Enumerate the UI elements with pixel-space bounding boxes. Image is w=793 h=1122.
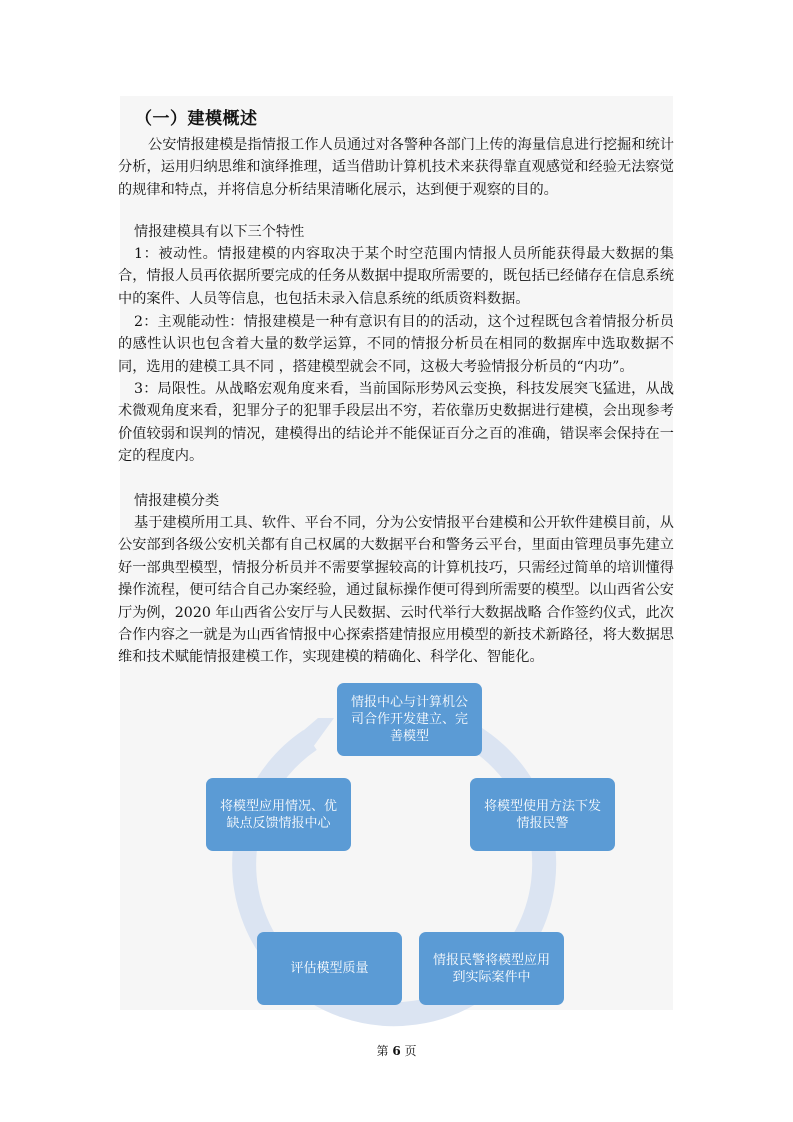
page-suffix: 页 <box>404 1044 417 1058</box>
page-number: 6 <box>392 1044 401 1058</box>
cycle-node-apply-to-cases: 情报民警将模型应用到实际案件中 <box>419 932 564 1005</box>
page-prefix: 第 <box>376 1044 389 1058</box>
classification-paragraph: 基于建模所用工具、软件、平台不同，分为公安情报平台建模和公开软件建模目前，从公安部到各级公安机关都有自己权属的大数据平台和警务云平台，里面由管理员事先建立好一部典型模型，情报分析员并不需要掌握较高的计算机技巧，只需经过简单的培训懂得操作流程，便可结合自己办案经验，通过鼠标操作便可得到所需要的模型。以山西省公安厅为例，2020 年山西省公安厅与人民数据、云时代举行大数据战略 合作签约仪式，此次合作内容之一就是为山西省情报中心探索搭建情报应用模型的新技术新路径，将大数据思维和技术赋能情报建模工作，实现建模的精确化、科学化、智能化。 <box>118 515 674 666</box>
features-title: 情报建模具有以下三个特性 <box>134 224 305 240</box>
section-heading: （一）建模概述 <box>135 109 258 129</box>
cycle-node-distribute-method: 将模型使用方法下发情报民警 <box>470 778 615 851</box>
cycle-node-develop-model: 情报中心与计算机公司合作开发建立、完善模型 <box>337 683 482 756</box>
intro-paragraph: 公安情报建模是指情报工作人员通过对各警种各部门上传的海量信息进行挖掘和统计分析，运用归纳思维和演绎推理，适当借助计算机技术来获得靠直观感觉和经验无法察觉的规律和特点，并将信息分析结果清晰化展示，达到便于观察的目的。 <box>118 137 674 198</box>
classification-title: 情报建模分类 <box>134 493 220 509</box>
cycle-node-evaluate-quality: 评估模型质量 <box>257 932 402 1005</box>
feature-3-paragraph: 3：局限性。从战略宏观角度来看，当前国际形势风云变换，科技发展突飞猛进，从战术微观角度来看，犯罪分子的犯罪手段层出不穷，若依靠历史数据进行建模，会出现参考价值较弱和误判的情况，建模得出的结论并不能保证百分之百的准确，错误率会保持在一定的程度内。 <box>118 381 674 465</box>
page-footer <box>0 1042 793 1059</box>
feature-1-paragraph: 1：被动性。情报建模的内容取决于某个时空范围内情报人员所能获得最大数据的集合，情报人员再依据所要完成的任务从数据中提取所需要的，既包括已经储存在信息系统中的案件、人员等信息，也包括未录入信息系统的纸质资料数据。 <box>118 246 674 307</box>
cycle-node-feedback: 将模型应用情况、优缺点反馈情报中心 <box>206 778 351 851</box>
feature-2-paragraph: 2：主观能动性：情报建模是一种有意识有目的的活动，这个过程既包含着情报分析员的感性认识也包含着大量的数学运算，不同的情报分析员在相同的数据库中选取数据不同，选用的建模工具不同 ，搭建模型就会不同，这极大考验情报分析员的“内功”。 <box>118 314 674 375</box>
